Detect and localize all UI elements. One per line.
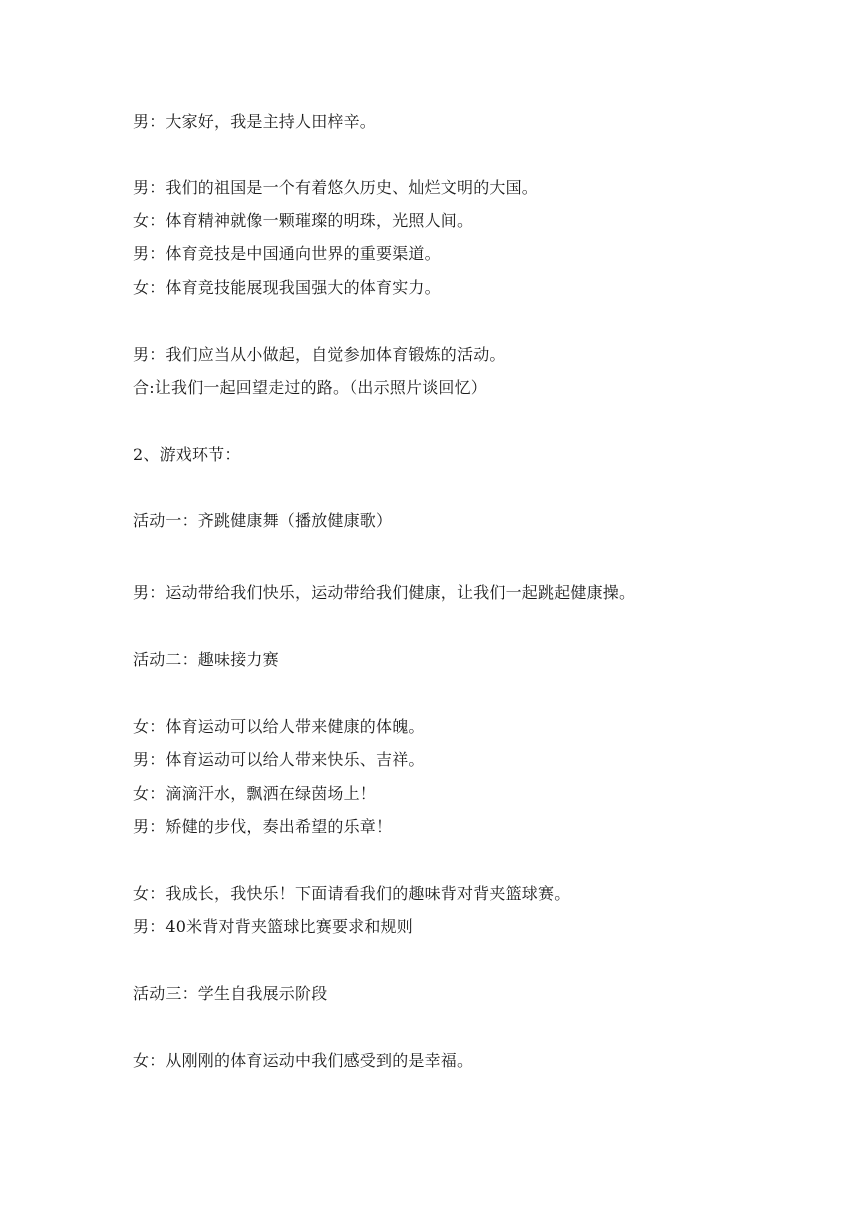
section-heading: 2、游戏环节： <box>133 445 241 464</box>
activity-heading: 活动一：齐跳健康舞（播放健康歌） <box>133 511 393 530</box>
script-line: 女：体育精神就像一颗璀璨的明珠，光照人间。 <box>133 211 474 230</box>
script-line: 女：体育运动可以给人带来健康的体魄。 <box>133 717 425 736</box>
script-line: 女：从刚刚的体育运动中我们感受到的是幸福。 <box>133 1051 474 1070</box>
script-line: 男：大家好，我是主持人田梓辛。 <box>133 112 377 131</box>
script-line: 女：滴滴汗水，飘洒在绿茵场上！ <box>133 784 377 803</box>
script-line: 男：我们应当从小做起，自觉参加体育锻炼的活动。 <box>133 345 506 364</box>
script-line: 男：40米背对背夹篮球比赛要求和规则 <box>133 917 413 936</box>
activity-heading: 活动三：学生自我展示阶段 <box>133 984 328 1003</box>
script-line: 男：体育竞技是中国通向世界的重要渠道。 <box>133 244 441 263</box>
script-line: 男：体育运动可以给人带来快乐、吉祥。 <box>133 750 425 769</box>
script-line: 男：矫健的步伐，奏出希望的乐章！ <box>133 817 393 836</box>
script-line: 女：体育竞技能展现我国强大的体育实力。 <box>133 278 441 297</box>
script-line: 女：我成长，我快乐！下面请看我们的趣味背对背夹篮球赛。 <box>133 884 571 903</box>
script-line: 合:让我们一起回望走过的路。（出示照片谈回忆） <box>133 378 487 397</box>
script-line: 男：我们的祖国是一个有着悠久历史、灿烂文明的大国。 <box>133 178 539 197</box>
activity-heading: 活动二：趣味接力赛 <box>133 650 279 669</box>
script-line: 男：运动带给我们快乐，运动带给我们健康，让我们一起跳起健康操。 <box>133 583 636 602</box>
